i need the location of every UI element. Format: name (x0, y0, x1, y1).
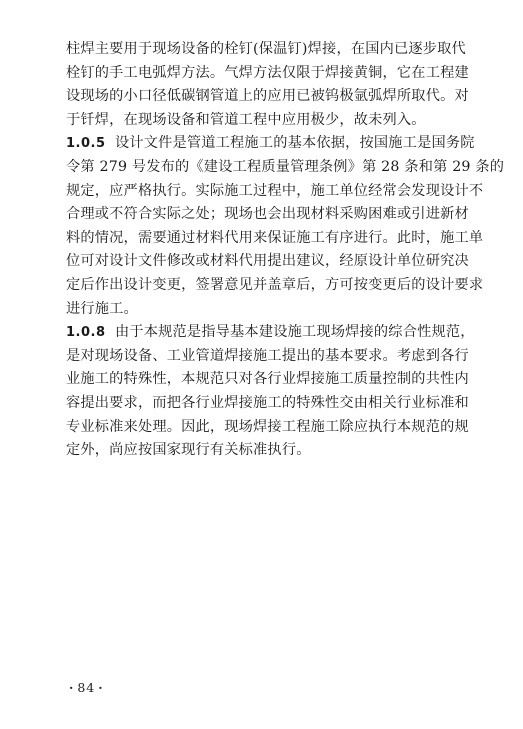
text-line: 设现场的小口径低碳钢管道上的应用已被钨极氩弧焊所取代。对 (66, 88, 469, 105)
text-line: 柱焊主要用于现场设备的栓钉(保温钉)焊接，在国内已逐步取代 (66, 41, 466, 57)
text-line: 栓钉的手工电弧焊方法。气焊方法仅限于焊接黄铜，它在工程建 (66, 64, 469, 81)
page-number-value: 84 (77, 680, 96, 695)
text-line: 定后作出设计变更，签署意见并盖章后，方可按变更后的设计要求 (66, 276, 484, 293)
text-line: 于钎焊，在现场设备和管道工程中应用极少，故未列入。 (66, 111, 426, 128)
text-line: 是对现场设备、工业管道焊接施工提出的基本要求。考虑到各行 (66, 347, 469, 364)
text-line: 容提出要求，而把各行业焊接施工的特殊性交由相关行业标准和 (66, 394, 469, 411)
page-number (66, 680, 107, 695)
text-line: 业施工的特殊性，本规范只对各行业焊接施工质量控制的共性内 (66, 371, 469, 388)
clause-1-0-5-first-line (66, 132, 475, 156)
text-line: 由于本规范是指导基本建设施工现场焊接的综合性规范， (114, 324, 475, 341)
text-line: 令第 279 号发布的《建设工程质量管理条例》第 28 条和第 29 条的 (66, 158, 505, 175)
text-line: 位可对设计文件修改或材料代用提出建议，经原设计单位研究决 (66, 253, 469, 270)
text-line: 料的情况，需要通过材料代用来保证施工有序进行。此时，施工单 (66, 229, 484, 246)
bullet-dot-icon: · (69, 680, 75, 695)
text-line: 进行施工。 (66, 300, 138, 317)
bullet-dot-icon: · (98, 680, 104, 695)
clause-1-0-8-first-line (66, 321, 475, 345)
body-text (66, 38, 505, 463)
text-line: 专业标准来处理。因此，现场焊接工程施工除应执行本规范的规 (66, 418, 469, 435)
clause-number: 1.0.5 (66, 136, 106, 152)
text-line: 定外，尚应按国家现行有关标准执行。 (66, 442, 311, 459)
text-line: 合理或不符合实际之处；现场也会出现材料采购困难或引进新材 (66, 206, 469, 223)
text-line: 规定，应严格执行。实际施工过程中，施工单位经常会发现设计不 (66, 182, 484, 199)
clause-number: 1.0.8 (66, 325, 106, 341)
text-line: 设计文件是管道工程施工的基本依据，按国施工是国务院 (114, 135, 475, 152)
